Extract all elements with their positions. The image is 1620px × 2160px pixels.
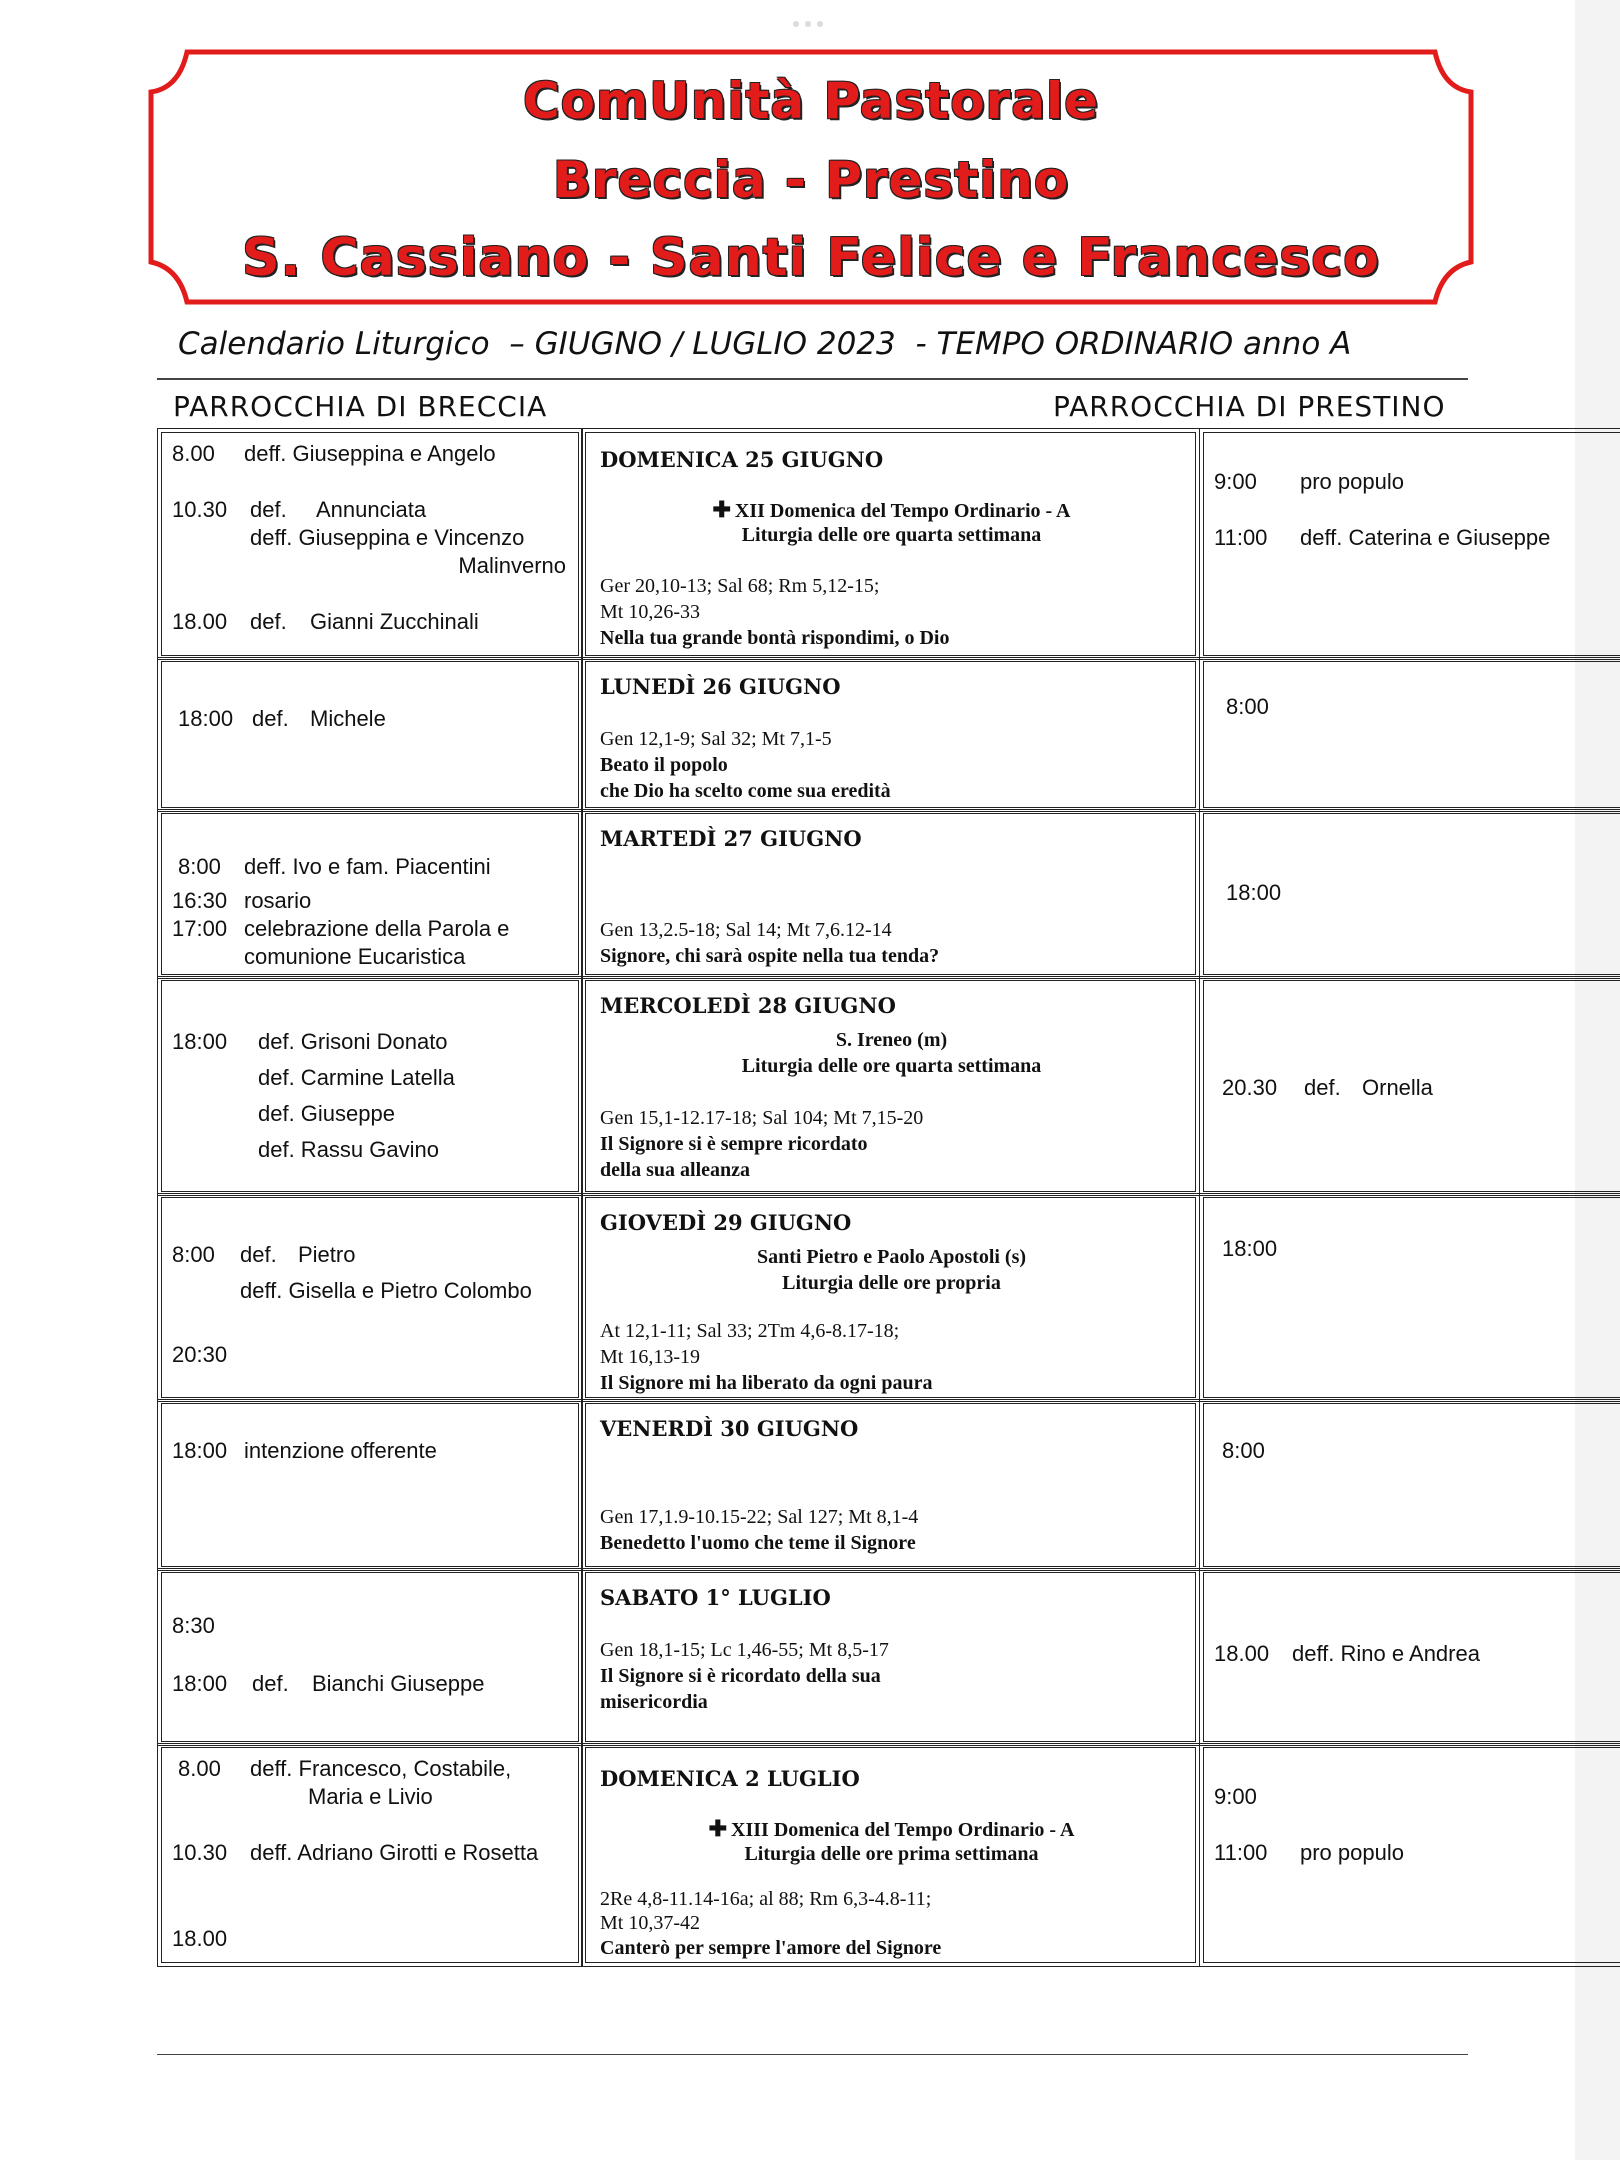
mass-intention-prefix: def. [252,1671,289,1696]
mass-intention-prefix: def. [1304,1075,1341,1100]
mass-intention: def. Rassu Gavino [258,1137,439,1162]
readings: Mt 16,13-19 [600,1346,700,1368]
liturgy-hours: Liturgia delle ore prima settimana [744,1843,1039,1865]
breccia-cell [161,980,579,1192]
liturgy-cell [585,1747,1196,1963]
cross-icon: ✚ [708,1816,728,1841]
mass-intention: deff. Rino e Andrea [1292,1641,1480,1666]
breccia-cell [161,1197,579,1398]
event-time: 17:00 [172,916,228,941]
mass-intention: Pietro [298,1242,356,1267]
mass-time: 18:00 [1222,1236,1278,1261]
day-row [157,661,1470,808]
mass-intention: pro populo [1300,1840,1404,1865]
breccia-cell [161,1403,579,1567]
mass-time: 18:00 [172,1029,228,1054]
mass-time: 9:00 [1214,469,1257,494]
mass-time: 18.00 [172,609,228,634]
readings: 2Re 4,8-11.14-16a; al 88; Rm 6,3-4.8-11; [600,1888,932,1910]
day-row [157,1403,1470,1567]
prestino-cell [1203,1572,1620,1742]
mass-intention: intenzione offerente [244,1438,437,1463]
mass-intention: Gianni Zucchinali [310,609,479,634]
mass-time: 8:00 [1222,1438,1265,1463]
readings: Gen 15,1-12.17-18; Sal 104; Mt 7,15-20 [600,1107,924,1129]
header-line-community: ComUnità Pastorale [522,72,1100,130]
mass-time: 18:00 [172,1438,228,1463]
liturgy-hours: Liturgia delle ore quarta settimana [741,1055,1042,1077]
mass-intention: deff. Giuseppina e Angelo [244,441,496,466]
mass-time: 10.30 [172,497,228,522]
saint-memorial: S. Ireneo (m) [835,1029,948,1051]
mass-intention: pro populo [1300,469,1404,494]
mass-intention: Maria e Livio [308,1784,433,1809]
prestino-cell [1203,980,1620,1192]
liturgy-cell [585,1197,1196,1398]
psalm-response: Il Signore si è ricordato della sua [600,1665,881,1687]
psalm-response: Il Signore mi ha liberato da ogni paura [600,1372,933,1394]
mass-intention-prefix: def. [250,497,287,522]
cross-icon: ✚ [712,497,731,522]
mass-time: 10.30 [172,1840,228,1865]
breccia-cell [161,432,579,656]
breccia-cell [161,1572,579,1742]
prestino-cell [1203,1197,1620,1398]
psalm-response: Il Signore si è sempre ricordato [600,1133,868,1155]
readings: Ger 20,10-13; Sal 68; Rm 5,12-15; [600,575,880,597]
breccia-cell [161,1747,579,1963]
mass-intention: deff. Caterina e Giuseppe [1300,525,1551,550]
psalm-response: misericordia [600,1691,708,1713]
event-description: celebrazione della Parola e [244,916,510,941]
calendar-title: Calendario Liturgico – GIUGNO / LUGLIO 2023 - TEMPO ORDINARIO anno A [178,326,1352,362]
day-title: DOMENICA 2 LUGLIO [600,1766,860,1791]
header-line-saints: S. Cassiano - Santi Felice e Francesco [242,228,1380,288]
mass-time: 18:00 [1226,880,1282,905]
liturgy-cell [585,813,1196,975]
parish-prestino-heading: PARROCCHIA DI PRESTINO [1053,390,1446,423]
day-row [157,980,1470,1192]
mass-time: 11:00 [1214,1840,1268,1865]
liturgy-hours: Liturgia delle ore propria [782,1272,1001,1294]
psalm-response: Benedetto l'uomo che teme il Signore [600,1532,916,1554]
day-row [157,432,1551,656]
psalm-response: Signore, chi sarà ospite nella tua tenda? [600,945,940,967]
celebration-name: ✚ XII Domenica del Tempo Ordinario - A [712,497,1071,522]
readings: At 12,1-11; Sal 33; 2Tm 4,6-8.17-18; [600,1320,900,1342]
footer-divider [157,2054,1468,2055]
day-title: SABATO 1° LUGLIO [600,1585,831,1610]
day-row [157,1572,1480,1742]
mass-time: 8:00 [1226,694,1269,719]
mass-time: 18:00 [172,1671,228,1696]
mass-time: 20:30 [172,1342,228,1367]
prestino-cell [1203,1403,1620,1567]
psalm-response: Beato il popolo [600,754,728,776]
header-line-parishes: Breccia - Prestino [552,151,1070,209]
day-row [157,1197,1470,1398]
day-title: LUNEDÌ 26 GIUGNO [600,674,841,699]
day-title: MERCOLEDÌ 28 GIUGNO [600,993,896,1018]
mass-time: 8:00 [172,1242,215,1267]
mass-time: 9:00 [1214,1784,1257,1809]
day-title: VENERDÌ 30 GIUGNO [600,1416,859,1441]
mass-intention-prefix: def. [250,609,287,634]
readings: Gen 17,1.9-10.15-22; Sal 127; Mt 8,1-4 [600,1506,919,1528]
readings: Mt 10,26-33 [600,601,700,623]
day-row [157,1747,1470,1963]
liturgy-cell [585,661,1196,808]
mass-time: 18.00 [172,1926,228,1951]
mass-intention: deff. Giuseppina e Vincenzo [250,525,525,550]
day-title: MARTEDÌ 27 GIUGNO [600,826,862,851]
mass-intention: deff. Adriano Girotti e Rosetta [250,1840,539,1865]
mass-time: 18:00 [178,706,234,731]
psalm-response: Canterò per sempre l'amore del Signore [600,1937,942,1959]
mass-time: 8.00 [172,441,215,466]
psalm-response: della sua alleanza [600,1159,751,1181]
liturgy-cell [585,432,1196,656]
celebration-name: ✚ XIII Domenica del Tempo Ordinario - A [708,1816,1075,1841]
title-divider [157,378,1468,380]
page-handle-dots [783,14,833,24]
psalm-response: che Dio ha scelto come sua eredità [600,780,891,802]
breccia-cell [161,661,579,808]
mass-time: 8:30 [172,1613,215,1638]
mass-intention: Ornella [1362,1075,1433,1100]
liturgy-cell [585,1572,1196,1742]
mass-intention: def. Giuseppe [258,1101,395,1126]
mass-time: 8.00 [178,1756,221,1781]
readings: Gen 18,1-15; Lc 1,46-55; Mt 8,5-17 [600,1639,889,1661]
mass-intention: Bianchi Giuseppe [312,1671,485,1696]
event-description: comunione Eucaristica [244,944,466,969]
prestino-cell [1203,1747,1620,1963]
day-title: DOMENICA 25 GIUGNO [600,447,884,472]
day-title: GIOVEDÌ 29 GIUGNO [600,1210,852,1235]
mass-time: 8:00 [178,854,221,879]
mass-time: 11:00 [1214,525,1268,550]
mass-intention: Malinverno [458,553,566,578]
readings: Gen 13,2.5-18; Sal 14; Mt 7,6.12-14 [600,919,892,941]
breccia-cell [161,813,579,975]
mass-time: 20.30 [1222,1075,1278,1100]
prestino-cell [1203,813,1620,975]
event-time: 16:30 [172,888,228,913]
event-description: rosario [244,888,312,913]
mass-intention-prefix: def. [252,706,289,731]
prestino-cell [1203,661,1620,808]
parish-breccia-heading: PARROCCHIA DI BRECCIA [173,390,548,423]
mass-intention: deff. Ivo e fam. Piacentini [244,854,491,879]
community-header [147,48,1475,306]
psalm-response: Nella tua grande bontà rispondimi, o Dio [600,627,950,649]
mass-intention: deff. Francesco, Costabile, [250,1756,512,1781]
readings: Mt 10,37-42 [600,1912,700,1934]
day-row [157,813,1470,975]
liturgy-cell [585,1403,1196,1567]
mass-intention: Annunciata [316,497,427,522]
prestino-cell [1203,432,1620,656]
liturgy-hours: Liturgia delle ore quarta settimana [741,524,1042,546]
solemnity-name: Santi Pietro e Paolo Apostoli (s) [756,1246,1027,1268]
mass-time: 18.00 [1214,1641,1270,1666]
mass-intention-prefix: def. [240,1242,277,1267]
liturgy-cell [585,980,1196,1192]
mass-intention: def. Grisoni Donato [258,1029,448,1054]
readings: Gen 12,1-9; Sal 32; Mt 7,1-5 [600,728,832,750]
mass-intention: Michele [310,706,386,731]
mass-intention: def. Carmine Latella [258,1065,455,1090]
mass-intention: deff. Gisella e Pietro Colombo [240,1278,532,1303]
